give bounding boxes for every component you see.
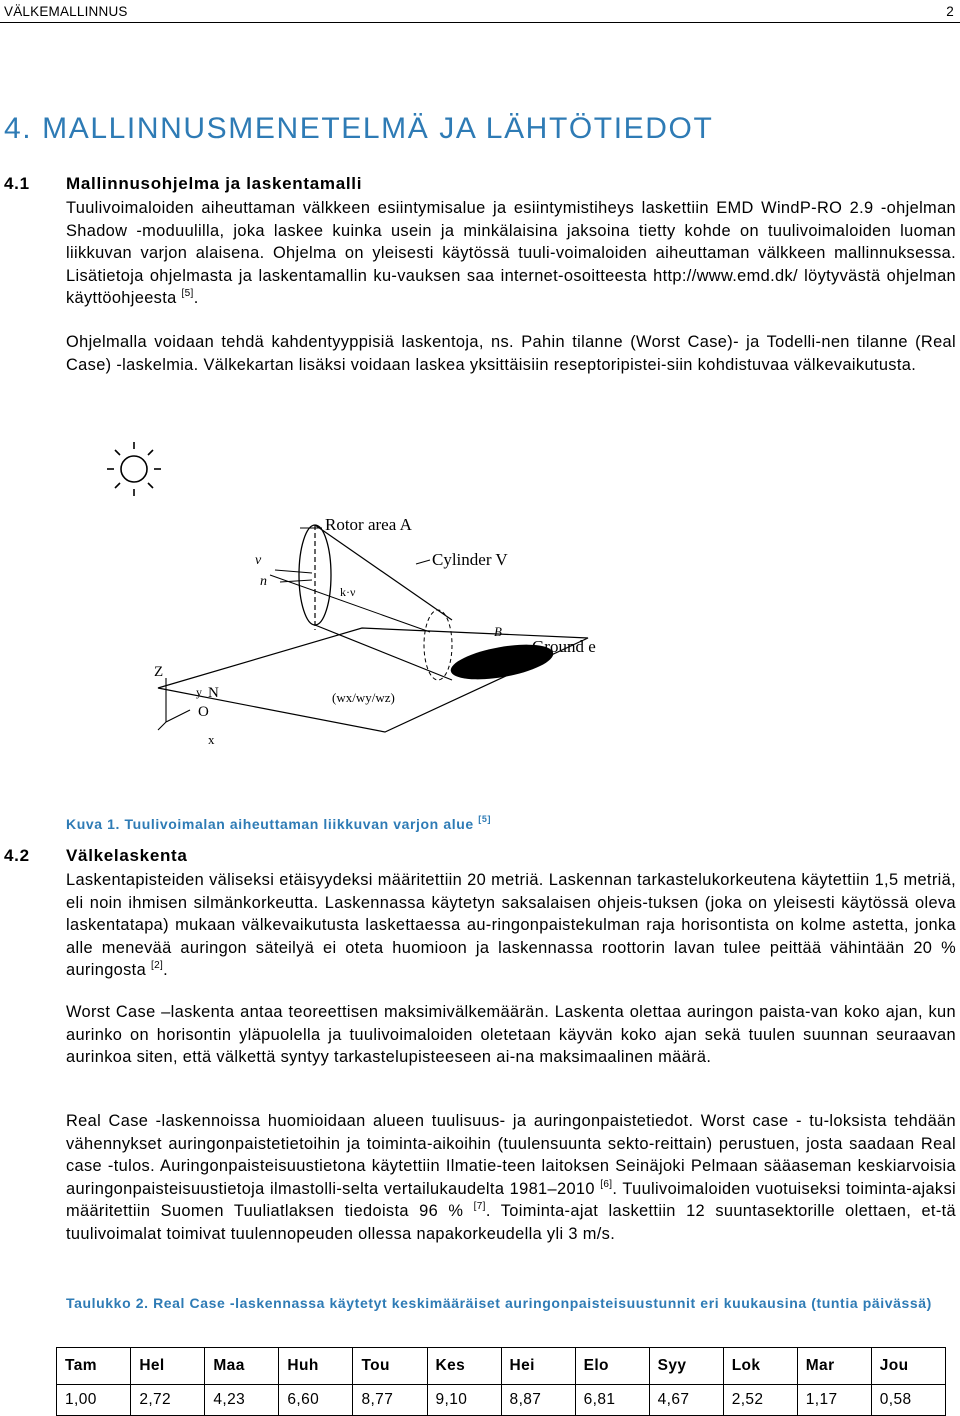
figure-label-cylinder: Cylinder V: [432, 550, 508, 569]
paragraph: Ohjelmalla voidaan tehdä kahdentyyppisiä laskentoja, ns. Pahin tilanne (Worst Case)- ja Todelli-nen tilanne (Real Case) -laskelmia. Välkekartan lisäksi voidaan laskea yksittäisiin reseptoripistei-siin kohdistuvaa välkevaikutusta.: [66, 333, 956, 374]
section-number: 4.2: [4, 846, 30, 865]
table-header-cell: Tou: [353, 1348, 427, 1385]
figure-label-b: B: [494, 624, 502, 639]
table-cell: 6,60: [279, 1385, 353, 1416]
figure-label-ground: Ground e: [532, 637, 596, 656]
page-number: 2: [946, 4, 954, 19]
table-header-cell: Huh: [279, 1348, 353, 1385]
paragraph: [66, 197, 956, 310]
table-cell: 8,87: [501, 1385, 575, 1416]
paragraph: [66, 1110, 956, 1245]
table-cell: 6,81: [575, 1385, 649, 1416]
header-divider: [0, 22, 960, 23]
figure-label-n: n: [260, 574, 267, 589]
paragraph-text: Laskentapisteiden väliseksi etäisyydeksi määritettiin 20 metriä. Laskennan tarkastelukorkeutena käytettiin 1,5 metriä, eli noin ihmisen silmänkorkeutta. Laskennassa käytetyn saksalaisen ohjeis-tuksen (joka on yleisesti käytössä oleva laskentatapa) mukaan välkevaikutusta laskettaessa au-ringonpaistekulman raja horisontista on kolme astetta, jonka alle menevää auringon säteilyä ei oteta huomioon ja laskennassa roottorin lavan tulee peittää vähintään 20 % auringosta: [66, 871, 956, 979]
table-header-cell: Elo: [575, 1348, 649, 1385]
paragraph-text: . Tuulivoimaloiden vuotuiseksi toiminta-ajaksi määritettiin Suomen Tuuliatlaksen tiedoista 96 %: [66, 1179, 957, 1220]
reference-mark: [6]: [600, 1178, 613, 1190]
running-header-title: VÄLKEMALLINNUS: [4, 4, 128, 19]
shadow-model-figure: [100, 440, 620, 760]
table-header-cell: Jou: [871, 1348, 945, 1385]
figure-label-x: x: [208, 732, 215, 747]
paragraph: Worst Case –laskenta antaa teoreettisen maksimivälkemäärän. Laskenta olettaa auringon paista-van koko ajan, kun aurinko on horisontin yläpuolella ja tuulivoimaloiden oletetaan käyvän koko ajan sekä tuulen suunnan seuraavan aurinkoa siten, että välkettä syntyy tarkastelupisteeseen ai-na maksimaalinen määrä.: [66, 1003, 956, 1066]
table-header-cell: Kes: [427, 1348, 501, 1385]
table-header-cell: Tam: [57, 1348, 131, 1385]
table-header-cell: Syy: [649, 1348, 723, 1385]
table-header-cell: Hel: [131, 1348, 205, 1385]
table-cell: 8,77: [353, 1385, 427, 1416]
reference-mark: [5]: [181, 288, 194, 299]
paragraph-end: .: [193, 289, 199, 307]
table-cell: 1,00: [57, 1385, 131, 1416]
paragraph-end: .: [163, 961, 169, 979]
table-cell: 9,10: [427, 1385, 501, 1416]
figure-label-rotor: Rotor area A: [325, 515, 412, 534]
figure-label-y: y: [196, 685, 202, 699]
table-cell: 4,23: [205, 1385, 279, 1416]
table-cell: 1,17: [797, 1385, 871, 1416]
reference-mark: [5]: [478, 814, 492, 824]
ground-plane: [158, 628, 588, 732]
section-number: 4.1: [4, 174, 30, 193]
paragraph: [66, 869, 956, 982]
table-header-row: [57, 1348, 946, 1385]
figure-label-z: Z: [154, 664, 164, 680]
sun-icon: [107, 442, 161, 496]
paragraph-text: Tuulivoimaloiden aiheuttaman välkkeen esiintymisalue ja esiintymistiheys laskettiin EMD WindP-RO 2.9 -ohjelman Shadow -moduulilla, joka laskee kuinka usein ja minkälaisina jaksoina tietty kohde on tuulivoimaloiden luoman liikkuvan varjon alaisena. Ohjelma on yleisesti käytössä tuuli-voimaloiden aiheuttaman välkkeen mallinnuksessa. Lisätietoja ohjelmasta ja laskentamallin ku-vauksen saa internet-osoitteesta http://www.emd.dk/ löytyvästä ohjelman käyttöohjeesta: [66, 199, 956, 307]
figure-label-kv: k·ν: [340, 585, 356, 599]
section-heading-4-1: [4, 174, 362, 194]
table-cell: 2,52: [723, 1385, 797, 1416]
section-title: Mallinnusohjelma ja laskentamalli: [66, 174, 363, 193]
figure-label-w: (wx/wy/wz): [332, 690, 395, 705]
figure-label-o: O: [198, 704, 209, 720]
table-cell: 4,67: [649, 1385, 723, 1416]
table-cell: 2,72: [131, 1385, 205, 1416]
reference-mark: [7]: [473, 1201, 486, 1212]
coordinate-axes: [158, 678, 190, 730]
table-caption: Taulukko 2. Real Case -laskennassa käytetyt keskimääräiset auringonpaisteisuustunnit eri kuukausina (tuntia päivässä): [66, 1295, 932, 1311]
figure-label-nn: N: [208, 685, 219, 701]
table-header-cell: Hei: [501, 1348, 575, 1385]
figure-caption: [66, 816, 491, 832]
chapter-heading: 4. MALLINNUSMENETELMÄ JA LÄHTÖTIEDOT: [4, 112, 714, 145]
section-title: Välkelaskenta: [66, 846, 188, 865]
table-header-cell: Lok: [723, 1348, 797, 1385]
reference-mark: [2]: [150, 960, 164, 971]
table-header-cell: Mar: [797, 1348, 871, 1385]
sunshine-hours-table: [56, 1347, 946, 1416]
paragraph-text: Real Case -laskennoissa huomioidaan alueen tuulisuus- ja auringonpaistetiedot. Worst case - tu-loksista tehdään vähennykset auringonpaistetietoihin ja toiminta-aikoihin (tuulensuunta sekto-reittain) perustuen, josta saadaan Real case -tulos. Auringonpaisteisuustietona käytettiin Ilmatie-teen laitoksen Seinäjoki Pelmaan sääaseman keskiarvoisia auringonpaisteisuustietoja ilmastolli-selta vertailukaudelta 1981–2010: [66, 1112, 956, 1198]
table-cell: 0,58: [871, 1385, 945, 1416]
section-heading-4-2: [4, 846, 188, 866]
figure-label-v: ν: [255, 553, 262, 568]
paragraph-text: . Toiminta-ajat laskettiin 12 suuntasektorille olettaen, et-tä tuulivoimalat toimivat tuulennopeuden ollessa napakorkeudella yli 3 m/s.: [66, 1202, 956, 1243]
caption-text: Kuva 1. Tuulivoimalan aiheuttaman liikkuvan varjon alue: [66, 816, 474, 832]
table-row: [57, 1385, 946, 1416]
table-header-cell: Maa: [205, 1348, 279, 1385]
